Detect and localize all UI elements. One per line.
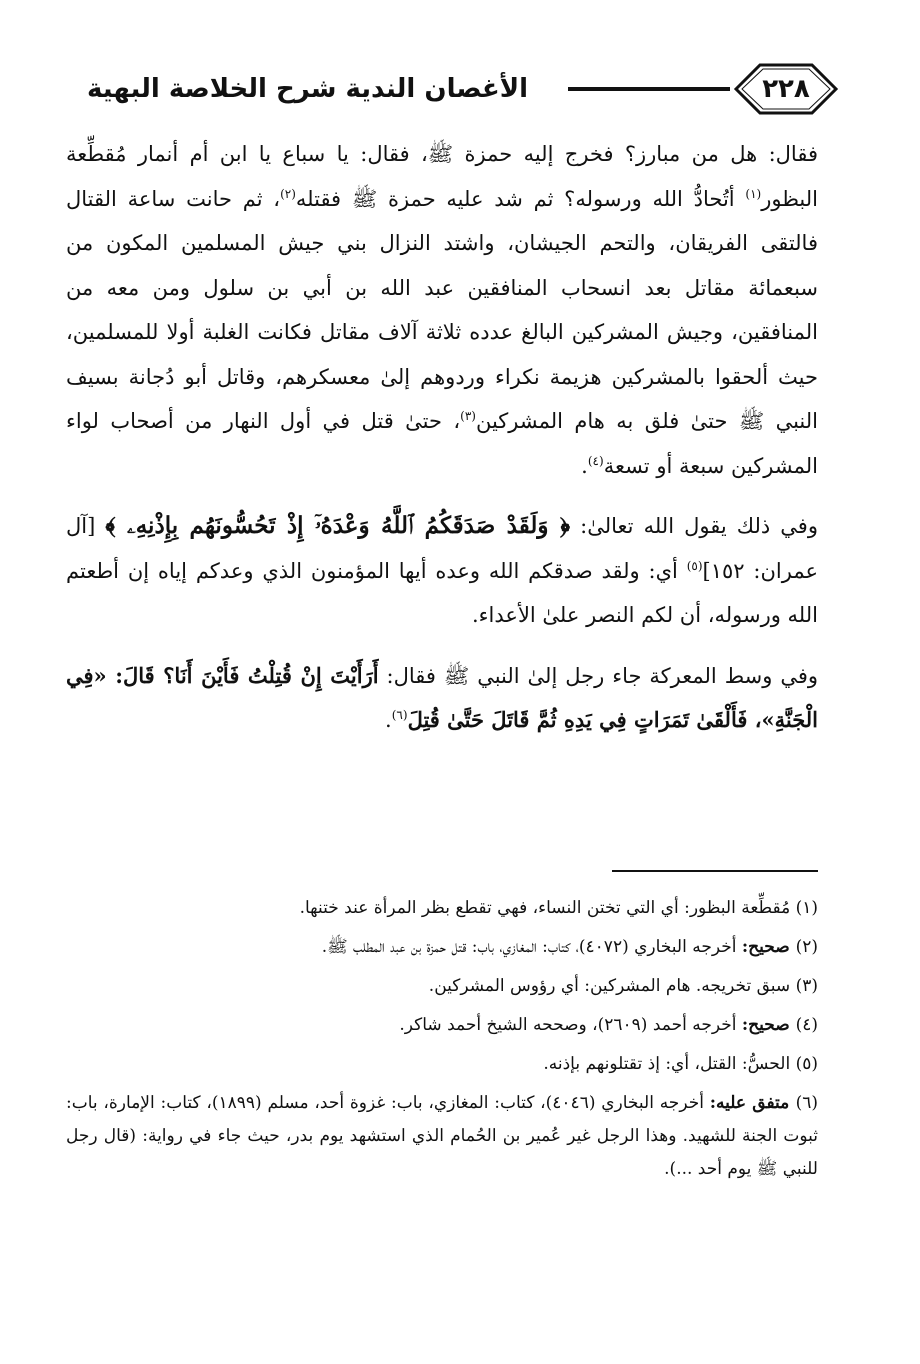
- paragraph-1-text-2: أتُحادُّ الله ورسوله؟ ثم شد عليه حمزة ﷺ فقتله: [295, 186, 746, 211]
- paragraph-2-text-1: وفي ذلك يقول الله تعالىٰ:: [570, 514, 818, 538]
- footnote-text: أخرجه البخاري (٤٠٤٦)، كتاب: المغازي، باب: غزوة أحد، مسلم (١٨٩٩)، كتاب: الإمارة، باب: ثبوت الجنة للشهيد. وهذا الرجل غير عُمير بن الحُمام الذي استشهد يوم بدر، حيث جاء في رواية: (قال رجل للنبي ﷺ يوم أحد ...).: [66, 1093, 818, 1179]
- hadith-text: أَرَأَيْتَ إِنْ قُتِلْتُ فَأَيْنَ أَنَا؟ قَالَ: «فِي الْجَنَّةِ»، فَأَلْقَىٰ تَمَرَاتٍ فِي يَدِهِ ثُمَّ قَاتَلَ حَتَّىٰ قُتِلَ: [66, 662, 818, 732]
- footnote-number: (٥): [795, 1054, 818, 1074]
- verse-reference: [آل عمران: ١٥٢]: [66, 514, 818, 583]
- footnote-ref-6[interactable]: (٦): [391, 708, 408, 722]
- book-title: الأغصان الندية شرح الخلاصة البهية: [86, 74, 528, 104]
- page-header: [60, 62, 840, 116]
- paragraph-1-text-1: فقال: هل من مبارز؟ فخرج إليه حمزة ﷺ، فقال: يا سباع يا ابن أم أنمار مُقطِّعة البظور: [66, 142, 818, 211]
- header-rule: [568, 87, 730, 91]
- footnote-4: [66, 1009, 818, 1042]
- quran-verse: ﴿ وَلَقَدْ صَدَقَكُمُ ٱللَّهُ وَعْدَهُۥٓ إِذْ تَحُسُّونَهُم بِإِذْنِهِۦ ﴾: [105, 512, 571, 539]
- footnote-ref-4[interactable]: (٤): [587, 453, 604, 468]
- footnotes: [66, 892, 818, 1192]
- footnote-number: (٢): [795, 937, 818, 957]
- footnote-5: [66, 1048, 818, 1081]
- footnote-text: أخرجه أحمد (٢٦٠٩)، وصححه الشيخ أحمد شاكر.: [399, 1015, 742, 1035]
- footnote-text: مُقطِّعة البظور: أي التي تختن النساء، فهي تقطع بظر المرأة عند ختنها.: [299, 898, 796, 918]
- paragraph-2-text-2: أي: ولقد صدقكم الله وعده أيها المؤمنون الذي وعدكم إياه إن أطعتم الله ورسوله، أن لكم النصر علىٰ الأعداء.: [66, 558, 818, 627]
- footnote-ref-5[interactable]: (٥): [686, 558, 703, 573]
- footnote-3: [66, 970, 818, 1003]
- paragraph-3-text-1: وفي وسط المعركة جاء رجل إلىٰ النبي ﷺ فقال:: [378, 663, 819, 688]
- footnote-ref-2[interactable]: (٢): [280, 186, 296, 201]
- page-number: ٢٢٨: [762, 74, 810, 104]
- paragraph-1-text-5: .: [581, 453, 588, 478]
- footnote-grade: متفق عليه:: [709, 1093, 796, 1113]
- footnote-number: (٦): [795, 1093, 818, 1113]
- paragraph-3: [66, 654, 818, 743]
- footnote-ref-1[interactable]: (١): [745, 186, 762, 201]
- main-text: [66, 132, 818, 743]
- paragraph-1: [66, 132, 818, 488]
- paragraph-3-text-2: .: [385, 708, 392, 732]
- footnote-text: الحسُّ: القتل، أي: إذ تقتلونهم بإذنه.: [543, 1054, 796, 1074]
- footnote-1: [66, 892, 818, 925]
- paragraph-2: [66, 504, 818, 638]
- paragraph-1-text-3: ، ثم حانت ساعة القتال فالتقى الفريقان، والتحم الجيشان، واشتد النزال بني جيش المسلمين المكون من سبعمائة مقاتل بعد انسحاب المنافقين عبد الله بن أبي بن سلول ومن معه من المنافقين، وجيش المشركين البالغ عدده ثلاثة آلاف مقاتل فكانت الغلبة أولا للمسلمين، حيث ألحقوا بالمشركين هزيمة نكراء وردوهم إلىٰ معسكرهم، وقاتل أبو دُجانة بسيف النبي ﷺ حتىٰ فلق به هام المشركين: [66, 186, 818, 433]
- footnote-text: سبق تخريجه. هام المشركين: أي رؤوس المشركين.: [428, 976, 796, 996]
- page-number-badge: [732, 62, 840, 116]
- footnote-2: [66, 931, 818, 964]
- footnote-ref-3[interactable]: (٣): [460, 409, 476, 423]
- footnote-number: (١): [795, 898, 818, 918]
- paragraph-1-text-4: ، حتىٰ قتل في أول النهار من أصحاب لواء المشركين سبعة أو تسعة: [66, 409, 818, 478]
- footnote-number: (٣): [795, 976, 818, 996]
- footnote-grade: صحيح:: [741, 937, 796, 957]
- footnote-separator: [612, 870, 818, 872]
- footnote-text: أخرجه البخاري (٤٠٧٢)، كتاب: المغازي، باب: قتل حمزة بن عبد المطلب ﷺ.: [321, 937, 742, 957]
- footnote-number: (٤): [795, 1015, 818, 1035]
- footnote-grade: صحيح:: [741, 1015, 796, 1035]
- footnote-6: [66, 1087, 818, 1186]
